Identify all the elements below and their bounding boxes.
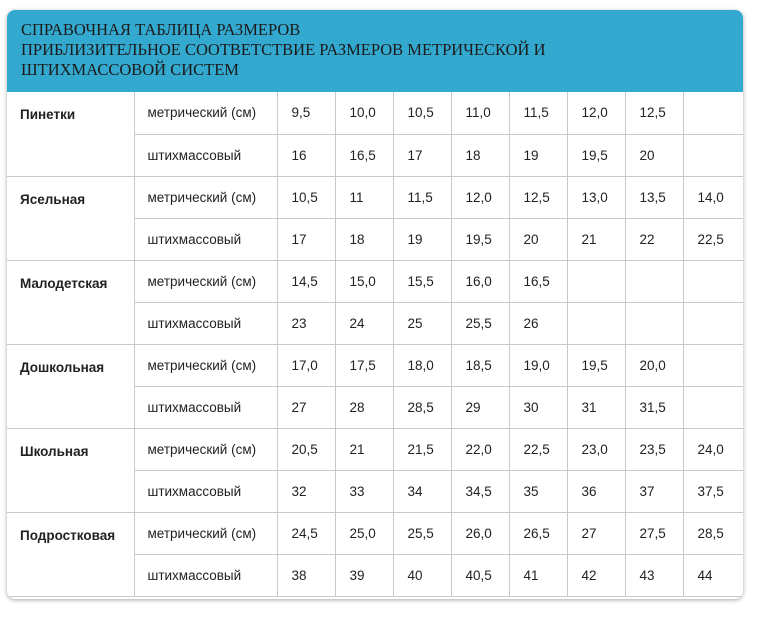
size-value-cell: 37,5 xyxy=(683,470,743,512)
size-value-cell: 34 xyxy=(393,470,451,512)
table-header xyxy=(7,10,743,92)
size-value-cell: 26,0 xyxy=(451,512,509,554)
size-value-cell: 24,5 xyxy=(277,512,335,554)
size-value-cell: 19 xyxy=(393,218,451,260)
size-value-cell: 22,5 xyxy=(509,428,567,470)
size-value-cell: 38 xyxy=(277,554,335,596)
size-value-cell: 14,0 xyxy=(683,176,743,218)
size-value-cell: 16 xyxy=(277,134,335,176)
size-value-cell: 18,5 xyxy=(451,344,509,386)
size-value-cell xyxy=(683,260,743,302)
size-value-cell: 27 xyxy=(567,512,625,554)
unit-label-stich: штихмассовый xyxy=(134,134,277,176)
size-value-cell: 20,0 xyxy=(625,344,683,386)
size-value-cell: 14,5 xyxy=(277,260,335,302)
header-title: СПРАВОЧНАЯ ТАБЛИЦА РАЗМЕРОВ xyxy=(21,20,301,39)
size-value-cell: 22 xyxy=(625,218,683,260)
size-value-cell: 44 xyxy=(683,554,743,596)
category-label: Подростковая xyxy=(7,512,134,596)
size-value-cell: 36 xyxy=(567,470,625,512)
size-value-cell: 37 xyxy=(625,470,683,512)
size-value-cell: 22,5 xyxy=(683,218,743,260)
size-value-cell: 21,5 xyxy=(393,428,451,470)
size-value-cell: 12,0 xyxy=(567,92,625,134)
size-value-cell: 10,5 xyxy=(393,92,451,134)
size-value-cell: 24 xyxy=(335,302,393,344)
size-value-cell: 30 xyxy=(509,386,567,428)
size-value-cell: 10,5 xyxy=(277,176,335,218)
unit-label-stich: штихмассовый xyxy=(134,302,277,344)
size-value-cell xyxy=(683,92,743,134)
size-value-cell: 12,5 xyxy=(509,176,567,218)
size-value-cell: 32 xyxy=(277,470,335,512)
unit-label-stich: штихмассовый xyxy=(134,470,277,512)
size-value-cell: 28 xyxy=(335,386,393,428)
table-row xyxy=(7,428,743,470)
category-label: Малодетская xyxy=(7,260,134,344)
unit-label-stich: штихмассовый xyxy=(134,218,277,260)
size-value-cell xyxy=(567,260,625,302)
category-label: Пинетки xyxy=(7,92,134,176)
table-row xyxy=(7,344,743,386)
size-value-cell: 43 xyxy=(625,554,683,596)
size-value-cell: 25 xyxy=(393,302,451,344)
size-value-cell: 21 xyxy=(567,218,625,260)
size-value-cell xyxy=(567,302,625,344)
size-value-cell: 19,5 xyxy=(567,344,625,386)
size-value-cell: 33 xyxy=(335,470,393,512)
header-subtitle-line-1: ПРИБЛИЗИТЕЛЬНОЕ СООТВЕТСТВИЕ РАЗМЕРОВ МЕТРИЧЕСКОЙ И xyxy=(21,40,546,59)
size-value-cell: 18 xyxy=(451,134,509,176)
category-label: Ясельная xyxy=(7,176,134,260)
size-value-cell: 18,0 xyxy=(393,344,451,386)
size-value-cell: 15,5 xyxy=(393,260,451,302)
size-value-cell: 31 xyxy=(567,386,625,428)
size-value-cell xyxy=(683,302,743,344)
header-subtitle-line-2: ШТИХМАССОВОЙ СИСТЕМ xyxy=(21,60,239,79)
size-value-cell: 16,0 xyxy=(451,260,509,302)
size-value-cell: 20 xyxy=(509,218,567,260)
size-value-cell: 23,0 xyxy=(567,428,625,470)
category-label: Школьная xyxy=(7,428,134,512)
size-value-cell: 40,5 xyxy=(451,554,509,596)
size-value-cell: 29 xyxy=(451,386,509,428)
unit-label-metric: метрический (см) xyxy=(134,260,277,302)
size-value-cell: 25,5 xyxy=(393,512,451,554)
size-chart-card xyxy=(7,10,743,599)
size-value-cell: 27 xyxy=(277,386,335,428)
size-value-cell: 11 xyxy=(335,176,393,218)
size-value-cell: 19,5 xyxy=(567,134,625,176)
size-value-cell xyxy=(625,302,683,344)
size-value-cell: 22,0 xyxy=(451,428,509,470)
unit-label-stich: штихмассовый xyxy=(134,554,277,596)
size-value-cell: 15,0 xyxy=(335,260,393,302)
size-value-cell: 28,5 xyxy=(393,386,451,428)
size-value-cell: 16,5 xyxy=(509,260,567,302)
size-value-cell xyxy=(683,344,743,386)
size-value-cell xyxy=(683,134,743,176)
size-value-cell: 20,5 xyxy=(277,428,335,470)
size-value-cell: 23 xyxy=(277,302,335,344)
size-value-cell: 13,0 xyxy=(567,176,625,218)
table-row xyxy=(7,92,743,134)
size-value-cell: 28,5 xyxy=(683,512,743,554)
size-value-cell: 41 xyxy=(509,554,567,596)
unit-label-metric: метрический (см) xyxy=(134,92,277,134)
size-value-cell: 11,5 xyxy=(393,176,451,218)
size-value-cell: 42 xyxy=(567,554,625,596)
size-value-cell: 35 xyxy=(509,470,567,512)
unit-label-metric: метрический (см) xyxy=(134,512,277,554)
size-value-cell: 11,5 xyxy=(509,92,567,134)
size-value-cell: 25,5 xyxy=(451,302,509,344)
size-value-cell: 17,0 xyxy=(277,344,335,386)
size-value-cell: 40 xyxy=(393,554,451,596)
unit-label-metric: метрический (см) xyxy=(134,428,277,470)
table-row xyxy=(7,512,743,554)
size-value-cell: 12,5 xyxy=(625,92,683,134)
size-value-cell xyxy=(625,260,683,302)
size-value-cell: 17 xyxy=(393,134,451,176)
size-value-cell: 10,0 xyxy=(335,92,393,134)
size-value-cell: 11,0 xyxy=(451,92,509,134)
size-value-cell: 31,5 xyxy=(625,386,683,428)
size-value-cell: 24,0 xyxy=(683,428,743,470)
size-value-cell: 13,5 xyxy=(625,176,683,218)
size-table xyxy=(7,92,743,597)
size-value-cell: 26 xyxy=(509,302,567,344)
unit-label-stich: штихмассовый xyxy=(134,386,277,428)
size-value-cell: 39 xyxy=(335,554,393,596)
table-row xyxy=(7,260,743,302)
unit-label-metric: метрический (см) xyxy=(134,176,277,218)
category-label: Дошкольная xyxy=(7,344,134,428)
size-value-cell: 27,5 xyxy=(625,512,683,554)
size-value-cell: 19,5 xyxy=(451,218,509,260)
size-value-cell: 19 xyxy=(509,134,567,176)
size-value-cell: 21 xyxy=(335,428,393,470)
size-value-cell: 34,5 xyxy=(451,470,509,512)
size-value-cell: 23,5 xyxy=(625,428,683,470)
size-value-cell: 18 xyxy=(335,218,393,260)
size-value-cell: 9,5 xyxy=(277,92,335,134)
size-value-cell xyxy=(683,386,743,428)
size-value-cell: 17 xyxy=(277,218,335,260)
size-value-cell: 19,0 xyxy=(509,344,567,386)
size-value-cell: 20 xyxy=(625,134,683,176)
size-value-cell: 12,0 xyxy=(451,176,509,218)
unit-label-metric: метрический (см) xyxy=(134,344,277,386)
size-value-cell: 25,0 xyxy=(335,512,393,554)
size-value-cell: 16,5 xyxy=(335,134,393,176)
size-value-cell: 17,5 xyxy=(335,344,393,386)
table-row xyxy=(7,176,743,218)
size-value-cell: 26,5 xyxy=(509,512,567,554)
